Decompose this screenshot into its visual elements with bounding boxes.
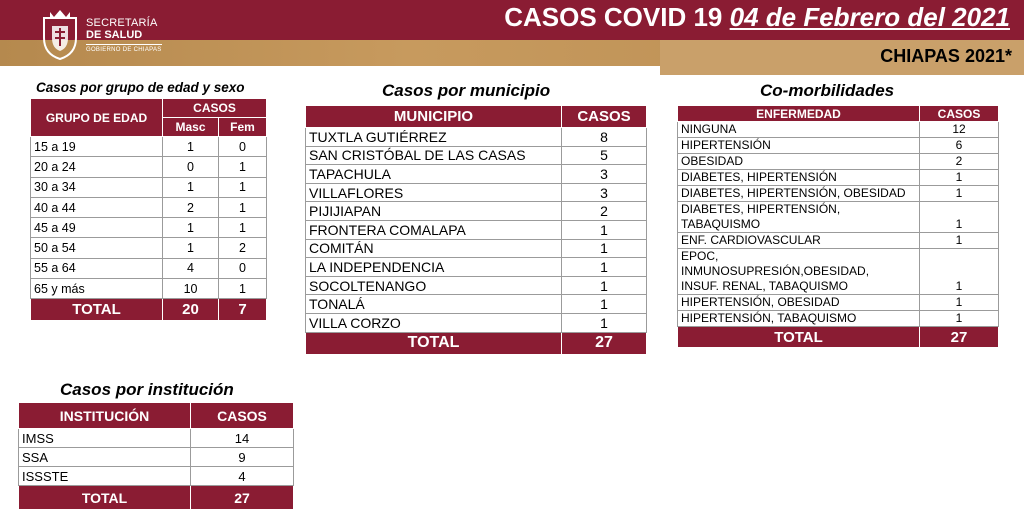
municipio-table <box>305 105 647 355</box>
table-row <box>19 429 294 448</box>
total-label: TOTAL <box>31 299 163 321</box>
cases-cell: 12 <box>920 122 999 138</box>
table-row <box>306 258 647 277</box>
table-row <box>31 238 267 258</box>
fem-cell: 1 <box>219 218 267 238</box>
age-group-cell: 55 a 64 <box>31 258 163 278</box>
municipio-title: Casos por municipio <box>382 81 551 100</box>
table-row <box>31 177 267 197</box>
org-line-3: GOBIERNO DE CHIAPAS <box>86 44 162 53</box>
masc-cell: 1 <box>163 238 219 258</box>
table-row <box>306 128 647 147</box>
disease-cell <box>678 295 920 311</box>
table-row <box>678 295 999 311</box>
disease-cell <box>678 311 920 327</box>
table-row <box>31 218 267 238</box>
col-cases: CASOS <box>920 106 999 122</box>
table-row <box>306 220 647 239</box>
age-group-cell: 20 a 24 <box>31 157 163 177</box>
col-institution: INSTITUCIÓN <box>19 403 191 429</box>
col-cases: CASOS <box>562 106 647 128</box>
disease-line: HIPERTENSIÓN <box>681 138 771 152</box>
total-label: TOTAL <box>306 332 562 354</box>
table-row <box>678 122 999 138</box>
col-fem: Fem <box>219 118 267 137</box>
disease-line: TABAQUISMO <box>681 217 761 231</box>
disease-line: ENF. CARDIOVASCULAR <box>681 233 821 247</box>
masc-cell: 1 <box>163 137 219 157</box>
disease-cell <box>678 249 920 295</box>
table-row <box>306 165 647 184</box>
cases-cell: 1 <box>562 258 647 277</box>
age-group-cell: 45 a 49 <box>31 218 163 238</box>
col-cases: CASOS <box>191 403 294 429</box>
table-row <box>19 467 294 486</box>
disease-line: DIABETES, HIPERTENSIÓN <box>681 170 837 184</box>
disease-cell <box>678 186 920 202</box>
cases-cell: 14 <box>191 429 294 448</box>
municipio-cell: SOCOLTENANGO <box>306 276 562 295</box>
institution-cell: SSA <box>19 448 191 467</box>
municipio-cell: TAPACHULA <box>306 165 562 184</box>
col-age-group: GRUPO DE EDAD <box>31 99 163 137</box>
disease-cell <box>678 170 920 186</box>
masc-cell: 4 <box>163 258 219 278</box>
table-row <box>678 249 999 295</box>
cases-cell: 1 <box>562 276 647 295</box>
total-row <box>31 299 267 321</box>
fem-cell: 2 <box>219 238 267 258</box>
cases-cell: 1 <box>920 233 999 249</box>
table-row <box>678 186 999 202</box>
institution-cell: ISSSTE <box>19 467 191 486</box>
table-row <box>306 295 647 314</box>
table-row <box>306 146 647 165</box>
table-row <box>306 202 647 221</box>
cases-cell: 1 <box>920 295 999 311</box>
table-row <box>678 138 999 154</box>
age-group-cell: 15 a 19 <box>31 137 163 157</box>
title-prefix: CASOS COVID 19 <box>504 2 723 32</box>
fem-cell: 1 <box>219 197 267 217</box>
col-disease: ENFERMEDAD <box>678 106 920 122</box>
cases-cell: 4 <box>191 467 294 486</box>
disease-line: HIPERTENSIÓN, TABAQUISMO <box>681 311 857 325</box>
total-label: TOTAL <box>678 327 920 348</box>
masc-cell: 10 <box>163 279 219 299</box>
cases-cell: 8 <box>562 128 647 147</box>
total-fem: 7 <box>219 299 267 321</box>
cases-cell: 1 <box>562 239 647 258</box>
total-value: 27 <box>191 486 294 510</box>
org-line-1: SECRETARÍA <box>86 17 158 29</box>
table-row <box>31 137 267 157</box>
org-line-2: DE SALUD <box>86 28 143 41</box>
municipio-cell: PIJIJIAPAN <box>306 202 562 221</box>
page-title <box>504 2 1010 33</box>
disease-line: OBESIDAD <box>681 154 744 168</box>
disease-cell <box>678 154 920 170</box>
cases-cell: 1 <box>920 202 999 233</box>
disease-line: INSUF. RENAL, TABAQUISMO <box>681 279 848 293</box>
cases-cell: 9 <box>191 448 294 467</box>
disease-cell <box>678 122 920 138</box>
masc-cell: 1 <box>163 177 219 197</box>
table-row <box>31 197 267 217</box>
col-masc: Masc <box>163 118 219 137</box>
age-group-cell: 30 a 34 <box>31 177 163 197</box>
disease-line: HIPERTENSIÓN, OBESIDAD <box>681 295 840 309</box>
total-masc: 20 <box>163 299 219 321</box>
total-row <box>678 327 999 348</box>
age-group-cell: 65 y más <box>31 279 163 299</box>
cases-cell: 1 <box>920 186 999 202</box>
disease-line: NINGUNA <box>681 122 737 136</box>
title-date: 04 de Febrero del 2021 <box>729 2 1010 32</box>
total-row <box>306 332 647 354</box>
fem-cell: 0 <box>219 137 267 157</box>
masc-cell: 1 <box>163 218 219 238</box>
cases-cell: 1 <box>562 295 647 314</box>
table-row <box>31 279 267 299</box>
total-label: TOTAL <box>19 486 191 510</box>
cases-cell: 3 <box>562 165 647 184</box>
cases-cell: 6 <box>920 138 999 154</box>
comorbidities-table <box>677 105 999 348</box>
disease-line: EPOC, <box>681 249 719 263</box>
total-value: 27 <box>562 332 647 354</box>
cases-cell: 5 <box>562 146 647 165</box>
municipio-cell: TONALÁ <box>306 295 562 314</box>
cases-cell: 2 <box>920 154 999 170</box>
disease-cell <box>678 233 920 249</box>
municipio-cell: VILLA CORZO <box>306 313 562 332</box>
disease-cell <box>678 138 920 154</box>
cases-cell: 1 <box>562 313 647 332</box>
disease-cell <box>678 202 920 233</box>
table-row <box>306 239 647 258</box>
municipio-cell: VILLAFLORES <box>306 183 562 202</box>
institution-title: Casos por institución <box>60 380 234 399</box>
institution-table <box>18 402 294 510</box>
fem-cell: 1 <box>219 157 267 177</box>
municipio-cell: SAN CRISTÓBAL DE LAS CASAS <box>306 146 562 165</box>
masc-cell: 2 <box>163 197 219 217</box>
age-group-cell: 40 a 44 <box>31 197 163 217</box>
cases-cell: 1 <box>920 311 999 327</box>
secretaria-logo <box>40 8 170 68</box>
table-row <box>306 183 647 202</box>
table-row <box>678 154 999 170</box>
page-subtitle: CHIAPAS 2021* <box>880 46 1012 66</box>
municipio-cell: TUXTLA GUTIÉRREZ <box>306 128 562 147</box>
table-row <box>678 202 999 233</box>
cases-cell: 2 <box>562 202 647 221</box>
municipio-cell: FRONTERA COMALAPA <box>306 220 562 239</box>
disease-line: DIABETES, HIPERTENSIÓN, <box>681 202 841 216</box>
total-row <box>19 486 294 510</box>
col-municipio: MUNICIPIO <box>306 106 562 128</box>
table-row <box>306 313 647 332</box>
cases-cell: 1 <box>920 170 999 186</box>
disease-line: DIABETES, HIPERTENSIÓN, OBESIDAD <box>681 186 906 200</box>
cases-cell: 1 <box>920 249 999 295</box>
masc-cell: 0 <box>163 157 219 177</box>
table-row <box>678 170 999 186</box>
age-group-cell: 50 a 54 <box>31 238 163 258</box>
coat-of-arms-icon <box>40 8 80 60</box>
age-sex-table <box>30 98 267 321</box>
col-cases: CASOS <box>163 99 267 118</box>
fem-cell: 0 <box>219 258 267 278</box>
cases-cell: 1 <box>562 220 647 239</box>
disease-line: INMUNOSUPRESIÓN,OBESIDAD, <box>681 264 870 278</box>
municipio-cell: COMITÁN <box>306 239 562 258</box>
fem-cell: 1 <box>219 279 267 299</box>
table-row <box>31 258 267 278</box>
age-sex-title: Casos por grupo de edad y sexo <box>36 80 245 95</box>
table-row <box>678 233 999 249</box>
cases-cell: 3 <box>562 183 647 202</box>
table-row <box>306 276 647 295</box>
institution-cell: IMSS <box>19 429 191 448</box>
table-row <box>19 448 294 467</box>
table-row <box>678 311 999 327</box>
municipio-cell: LA INDEPENDENCIA <box>306 258 562 277</box>
comorbidities-title: Co-morbilidades <box>760 81 895 100</box>
table-row <box>31 157 267 177</box>
total-value: 27 <box>920 327 999 348</box>
fem-cell: 1 <box>219 177 267 197</box>
